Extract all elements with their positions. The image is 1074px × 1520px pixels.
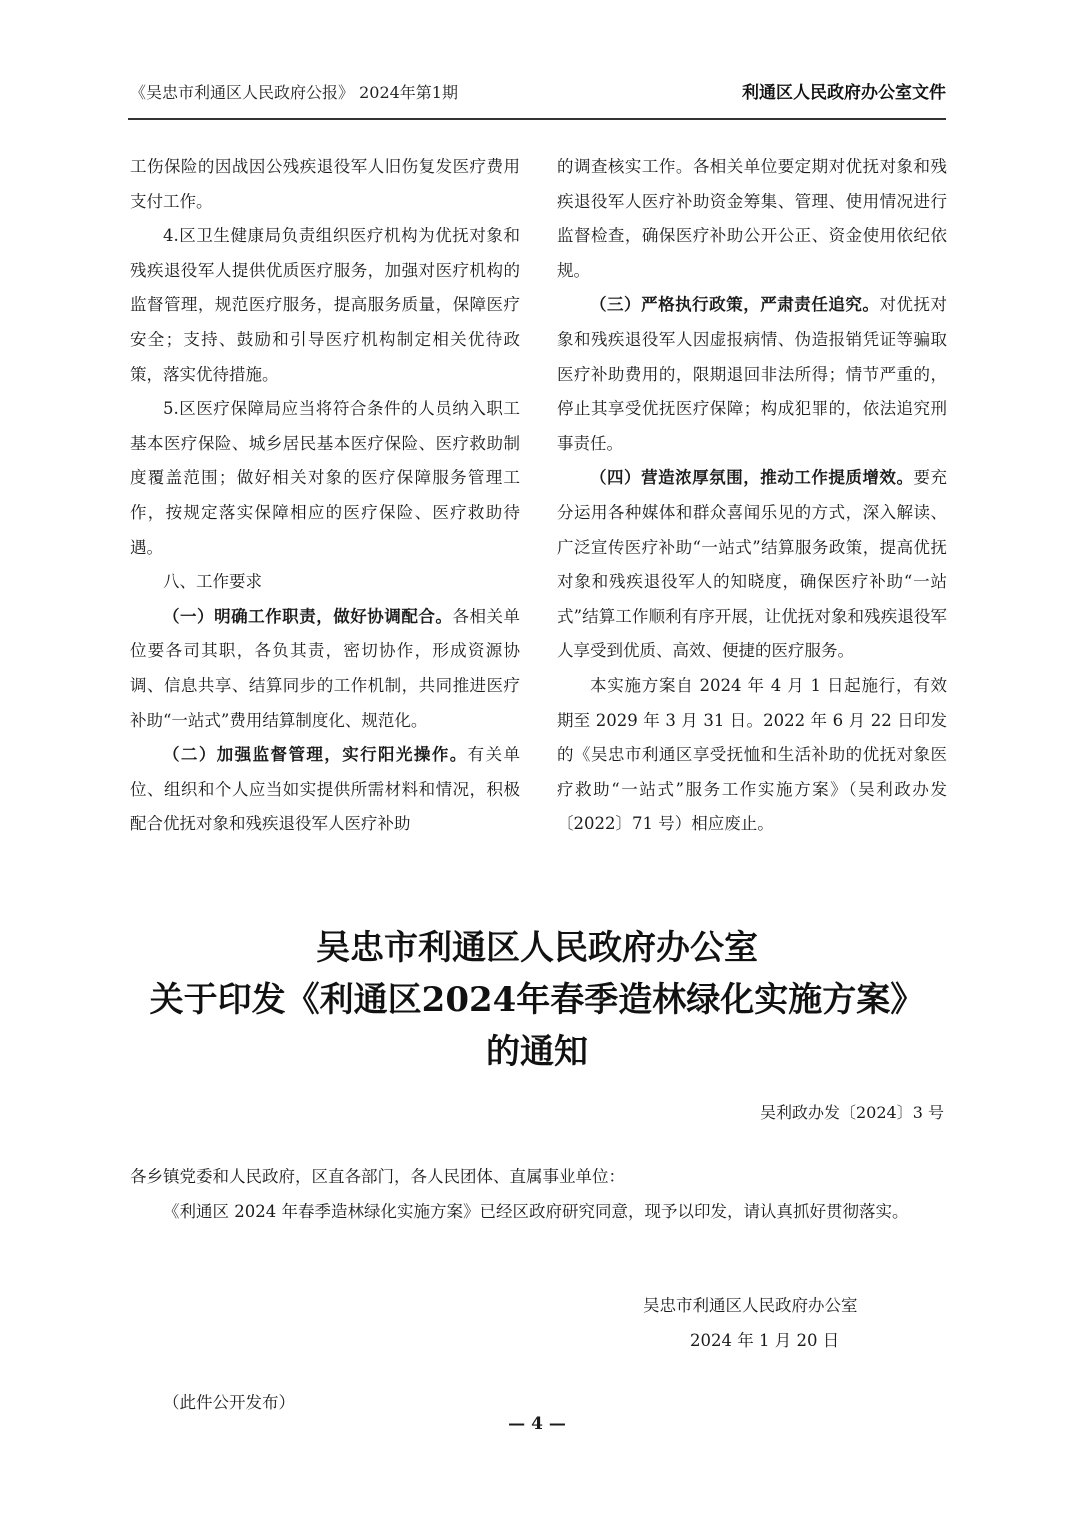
requirement-4-heading: （四）营造浓厚氛围，推动工作提质增效。: [590, 468, 914, 488]
requirement-3-body: 对优抚对象和残疾退役军人因虚报病情、伪造报销凭证等骗取医疗补助费用的，限期退回非法所得；情节严重的，停止其享受优抚医疗保障；构成犯罪的，依法追究刑事责任。: [557, 295, 948, 453]
notice-title-line-1: 吴忠市利通区人民政府办公室: [316, 928, 758, 968]
requirement-1-heading: （一）明确工作职责，做好协调配合。: [163, 606, 453, 626]
paragraph-requirement-1: [130, 600, 520, 738]
paragraph-health-bureau: 4.区卫生健康局负责组织医疗机构为优抚对象和残疾退役军人提供优质医疗服务，加强对医疗机构的监督管理，规范医疗服务，提高服务质量，保障医疗安全；支持、鼓励和引导医疗机构制定相关优待政策，落实优待措施。: [130, 226, 520, 384]
page-number: — 4 —: [508, 1414, 566, 1434]
public-release-note: （此件公开发布）: [163, 1393, 295, 1412]
notice-salutation: 各乡镇党委和人民政府，区直各部门，各人民团体、直属事业单位：: [130, 1167, 625, 1186]
paragraph-continuation: 工伤保险的因战因公残疾退役军人旧伤复发医疗费用支付工作。: [130, 157, 520, 211]
requirement-1-body: 各相关单位要各司其职，各负其责，密切协作，形成资源协调、信息共享、结算同步的工作机制，共同推进医疗补助“一站式”费用结算制度化、规范化。: [130, 606, 521, 730]
paragraph-medical-security-bureau: 5.区医疗保障局应当将符合条件的人员纳入职工基本医疗保险、城乡居民基本医疗保险、医疗救助制度覆盖范围；做好相关对象的医疗保障服务管理工作，按规定落实保障相应的医疗保险、医疗救助待遇。: [130, 399, 520, 557]
header-divider: [128, 118, 946, 120]
issuer-signature: 吴忠市利通区人民政府办公室: [643, 1296, 858, 1315]
section-heading-work-requirements: 八、工作要求: [163, 572, 262, 592]
requirement-2-heading: （二）加强监督管理，实行阳光操作。: [163, 745, 468, 765]
paragraph-continuation-right: 的调查核实工作。各相关单位要定期对优抚对象和残疾退役军人医疗补助资金筹集、管理、使用情况进行监督检查，确保医疗补助公开公正、资金使用依纪依规。: [557, 157, 947, 280]
requirement-3-heading: （三）严格执行政策，严肃责任追究。: [590, 295, 880, 315]
issue-date: 2024 年 1 月 20 日: [690, 1331, 840, 1350]
notice-body: 《利通区 2024 年春季造林绿化实施方案》已经区政府研究同意，现予以印发，请认真抓好贯彻落实。: [163, 1202, 909, 1221]
notice-title-line-3: 的通知: [486, 1032, 588, 1072]
requirement-2-body: 有关单位、组织和个人应当如实提供所需材料和情况，积极配合优抚对象和残疾退役军人医疗补助: [130, 745, 521, 834]
document-category-label: 利通区人民政府办公室文件: [742, 83, 946, 103]
notice-title: [0, 922, 1074, 1078]
notice-title-line-2: 关于印发《利通区2024年春季造林绿化实施方案》: [149, 980, 925, 1020]
bulletin-issue-label: 《吴忠市利通区人民政府公报》 2024年第1期: [130, 83, 458, 102]
paragraph-requirement-2: [130, 738, 520, 842]
paragraph-requirement-3: [557, 288, 947, 461]
document-number: 吴利政办发〔2024〕3 号: [760, 1103, 944, 1122]
right-text-column: [557, 150, 947, 842]
requirement-4-body: 要充分运用各种媒体和群众喜闻乐见的方式，深入解读、广泛宣传医疗补助“一站式”结算服务政策，提高优抚对象和残疾退役军人的知晓度，确保医疗补助“一站式”结算工作顺利有序开展，让优抚对象和残疾退役军人享受到优质、高效、便捷的医疗服务。: [557, 468, 948, 661]
left-text-column: [130, 150, 520, 842]
paragraph-requirement-4: [557, 461, 947, 669]
paragraph-effective-date: 本实施方案自 2024 年 4 月 1 日起施行，有效期至 2029 年 3 月 31 日。2022 年 6 月 22 日印发的《吴忠市利通区享受抚恤和生活补助的优抚对象医疗救助“一站式”服务工作实施方案》（吴利政办发〔2022〕71 号）相应废止。: [557, 675, 947, 834]
